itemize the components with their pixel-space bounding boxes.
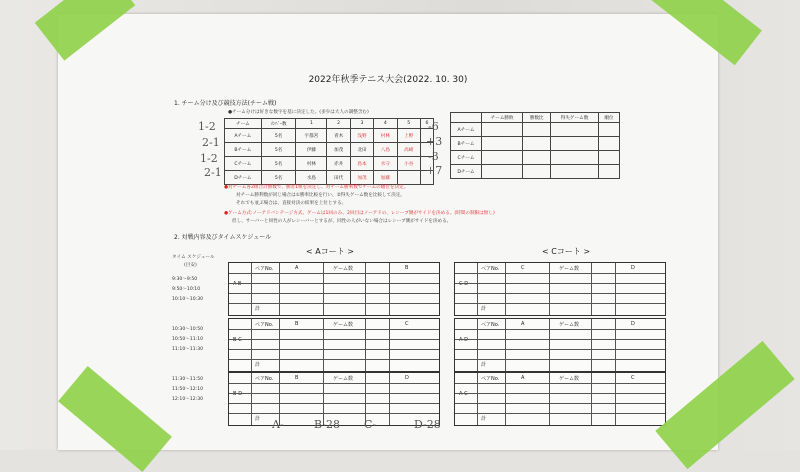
member-cell: 宇都宮: [296, 129, 327, 143]
team-right: D: [405, 375, 409, 381]
section1-note: ●チーム分けは好きな数字を基に決定した。(多少は大人の調整含む): [228, 110, 369, 115]
total-label: 計: [255, 306, 261, 312]
hw-score: -6: [428, 120, 439, 133]
header-cell: 1: [296, 119, 327, 129]
team-count: 5名: [261, 143, 296, 157]
member-cell: [397, 171, 420, 185]
team-table: [224, 118, 434, 185]
pair-label: ペアNo.: [255, 376, 274, 382]
time-slot: 9:50〜10:10: [172, 287, 201, 292]
team-right: D: [631, 321, 635, 327]
match-label: A-B: [233, 281, 242, 287]
rule-line: 但し、サーバーと同性の人がレシーバーとするが、同性の人がいない場合はレシーブ側がサイドを決める。: [232, 219, 452, 224]
header-cell: 3: [350, 119, 373, 129]
member-cell: 上野: [397, 129, 420, 143]
court-c-heading: < Cコート >: [542, 247, 591, 256]
member-cell: 加茂: [350, 171, 373, 185]
time-slot: 11:10〜11:30: [172, 347, 204, 352]
match-card: [228, 318, 440, 372]
match-label: A-C: [459, 391, 468, 397]
pair-label: ペアNo.: [481, 322, 500, 328]
ranking-team: Dチーム: [451, 165, 482, 179]
header-cell: 4: [374, 119, 397, 129]
team-name: Bチーム: [225, 143, 262, 157]
total-label: 計: [481, 416, 487, 422]
ranking-team: Aチーム: [451, 123, 482, 137]
team-count: 5名: [261, 129, 296, 143]
team-row: [225, 157, 434, 171]
ranking-table: [450, 112, 620, 179]
match-label: C-D: [459, 281, 469, 287]
pair-label: ペアNo.: [255, 322, 274, 328]
member-cell: 高﨑: [397, 143, 420, 157]
header-cell: 順位: [599, 113, 620, 123]
header-cell: 勝数比: [523, 113, 551, 123]
team-name: Aチーム: [225, 129, 262, 143]
header-cell: チーム: [225, 119, 262, 129]
section1-heading: 1. チーム分け及び競技方法(チーム戦): [174, 100, 277, 107]
game-label: ゲーム数: [559, 376, 580, 382]
rule-line: ●対チーム各2組合計勝数で、勝者1組を決定し、対チーム勝利数でチームの順位を決定。: [224, 185, 409, 190]
hw-result: 1-2: [200, 152, 218, 165]
team-left: B: [295, 375, 299, 381]
game-label: ゲーム数: [333, 322, 354, 328]
header-cell: ﾒﾝﾊﾞｰ数: [261, 119, 296, 129]
member-cell: 青木: [327, 129, 350, 143]
hw-footer: D-28: [414, 418, 441, 431]
header-cell: 得失ゲーム数: [550, 113, 598, 123]
ranking-row: [451, 123, 620, 137]
match-card: [454, 262, 666, 316]
team-row: [225, 143, 434, 157]
game-label: ゲーム数: [333, 376, 354, 382]
hw-footer: B-28: [314, 418, 341, 431]
game-label: ゲーム数: [559, 266, 580, 272]
match-card: [454, 372, 666, 426]
team-left: A: [521, 321, 525, 327]
team-name: Cチーム: [225, 157, 262, 171]
hw-score: +7: [426, 164, 443, 177]
game-label: ゲーム数: [333, 266, 354, 272]
team-right: C: [631, 375, 635, 381]
sheet-title: 2022年秋季テニス大会(2022. 10. 30): [308, 75, 468, 85]
rule-line: それでも並ぶ場合は、直接対決の結果を上位とする。: [236, 201, 347, 206]
pair-label: ペアNo.: [481, 376, 500, 382]
member-cell: 村林: [296, 157, 327, 171]
ranking-team: Cチーム: [451, 151, 482, 165]
team-left: A: [295, 265, 299, 271]
ranking-row: [451, 137, 620, 151]
tournament-sheet: [58, 14, 718, 450]
team-right: B: [405, 265, 409, 271]
match-card: [454, 318, 666, 372]
team-row: [225, 171, 434, 185]
member-cell: 田代: [327, 171, 350, 185]
pair-label: ペアNo.: [481, 266, 500, 272]
member-cell: 赤井: [327, 157, 350, 171]
team-count: 5名: [261, 157, 296, 171]
member-cell: 加茂: [327, 143, 350, 157]
hw-footer: A-: [272, 418, 284, 431]
member-cell: 浅野: [350, 129, 373, 143]
time-slot: 10:30〜10:50: [172, 327, 204, 332]
match-label: B-D: [233, 391, 243, 397]
team-count: 5名: [261, 171, 296, 185]
team-table-header: [225, 119, 434, 129]
member-cell: 水島: [296, 171, 327, 185]
member-cell: 北田: [350, 143, 373, 157]
ranking-team: Bチーム: [451, 137, 482, 151]
team-left: A: [521, 375, 525, 381]
member-cell: 村林: [374, 129, 397, 143]
time-slot: 9:30〜9:50: [172, 277, 198, 282]
match-card: [228, 262, 440, 316]
match-label: B-C: [233, 337, 242, 343]
hw-footer: C-: [364, 418, 377, 431]
time-slot: 12:10〜12:30: [172, 397, 204, 402]
ranking-header: [451, 113, 620, 123]
total-label: 計: [255, 362, 261, 368]
team-right: D: [631, 265, 635, 271]
team-left: C: [521, 265, 525, 271]
header-cell: 5: [397, 119, 420, 129]
team-name: Dチーム: [225, 171, 262, 185]
header-cell: 6: [420, 119, 433, 129]
total-label: 計: [481, 306, 487, 312]
hw-score: -3: [428, 150, 439, 163]
schedule-label: タイム スケジュール: [172, 255, 215, 260]
header-cell: チーム勝敗: [482, 113, 523, 123]
member-cell: 八島: [374, 143, 397, 157]
member-cell: 伊藤: [296, 143, 327, 157]
header-cell: 2: [327, 119, 350, 129]
member-cell: 島本: [350, 157, 373, 171]
rule-line: 対チーム勝利数が同じ場合は①勝率比較を行い、②得失ゲーム数を比較して決定。: [236, 193, 406, 198]
section2-heading: 2. 対戦内容及びタイムスケジュール: [174, 234, 272, 241]
time-slot: 11:50〜12:10: [172, 387, 204, 392]
ranking-row: [451, 151, 620, 165]
game-label: ゲーム数: [559, 322, 580, 328]
court-a-heading: < Aコート >: [306, 247, 354, 256]
team-row: [225, 129, 434, 143]
member-cell: 加藤: [374, 171, 397, 185]
team-left: B: [295, 321, 299, 327]
blank-cell: [451, 113, 482, 123]
total-label: 計: [255, 416, 261, 422]
hw-result: 1-2: [198, 120, 216, 133]
pair-label: ペアNo.: [255, 266, 274, 272]
rule-line: ●ゲーム方式:ノーアドバンテージ方式、ゲームは1回のみ、2回目はノーアドの、レシーブ側がサイドを決める。(時間の制限は無し): [224, 211, 495, 216]
hw-score: +3: [426, 135, 443, 148]
hw-result: 2-1: [204, 166, 222, 179]
time-slot: 10:10〜10:30: [172, 297, 204, 302]
schedule-sub: (目安): [184, 263, 197, 268]
ranking-row: [451, 165, 620, 179]
time-slot: 10:50〜11:10: [172, 337, 204, 342]
total-label: 計: [481, 362, 487, 368]
member-cell: 水守: [374, 157, 397, 171]
time-slot: 11:30〜11:50: [172, 377, 204, 382]
member-cell: 小谷: [397, 157, 420, 171]
match-label: A-D: [459, 337, 468, 343]
team-right: C: [405, 321, 409, 327]
hw-result: 2-1: [202, 136, 220, 149]
